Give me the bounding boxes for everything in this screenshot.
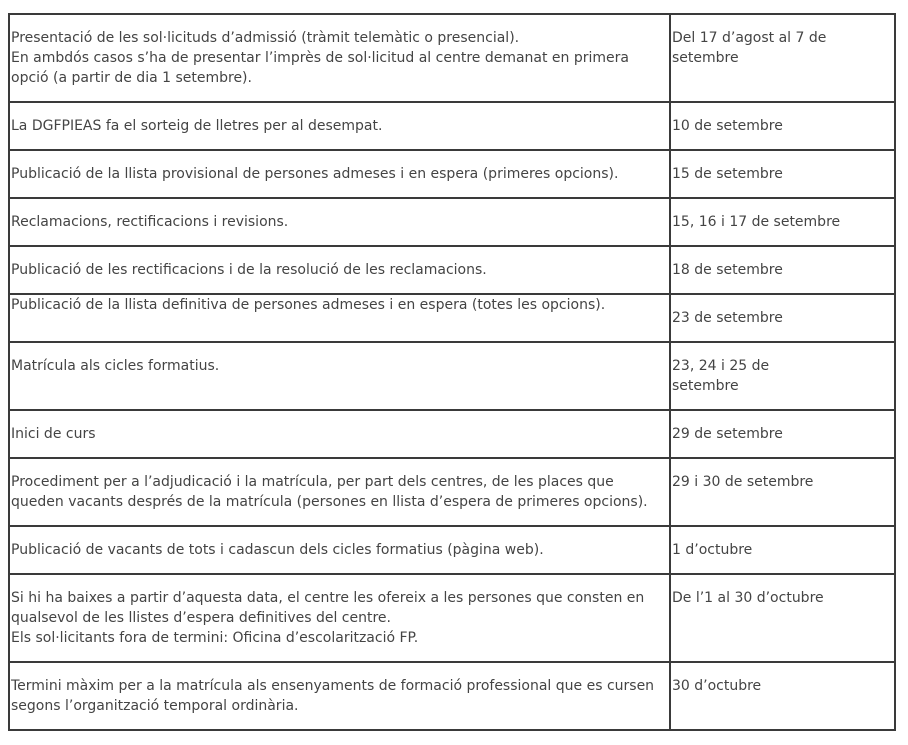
activity-line: Presentació de les sol·licituds d’admissió (tràmit telemàtic o presencial). — [11, 30, 520, 46]
activity-line: Publicació de vacants de tots i cadascun dels cicles formatius (pàgina web). — [11, 542, 544, 558]
date-cell — [670, 102, 895, 150]
activity-line: La DGFPIEAS fa el sorteig de lletres per al desempat. — [11, 118, 383, 134]
activity-line: Publicació de les rectificacions i de la resolució de les reclamacions. — [11, 262, 487, 278]
date-line: 29 i 30 de setembre — [672, 474, 814, 490]
activity-cell — [9, 574, 670, 662]
activity-line: Inici de curs — [11, 426, 96, 442]
activity-cell — [9, 14, 670, 102]
activity-line: Publicació de la llista provisional de persones admeses i en espera (primeres opcions). — [11, 166, 619, 182]
activity-cell — [9, 102, 670, 150]
activity-cell — [9, 294, 670, 342]
date-cell — [670, 198, 895, 246]
table-row — [9, 662, 895, 730]
activity-cell — [9, 246, 670, 294]
activity-cell — [9, 150, 670, 198]
activity-cell — [9, 526, 670, 574]
activity-line: Publicació de la llista definitiva de persones admeses i en espera (totes les opcions). — [11, 297, 606, 313]
activity-line: Els sol·licitants fora de termini: Oficina d’escolarització FP. — [11, 630, 419, 646]
activity-cell — [9, 410, 670, 458]
date-line: 18 de setembre — [672, 262, 783, 278]
activity-line: Procediment per a l’adjudicació i la matrícula, per part dels centres, de les places que — [11, 474, 614, 490]
table-row — [9, 246, 895, 294]
date-line: 29 de setembre — [672, 426, 783, 442]
calendar-table-body — [9, 14, 895, 730]
date-line: 1 d’octubre — [672, 542, 753, 558]
table-row — [9, 294, 895, 342]
date-cell — [670, 294, 895, 342]
activity-cell — [9, 662, 670, 730]
table-row — [9, 458, 895, 526]
date-line: 15, 16 i 17 de setembre — [672, 214, 841, 230]
admissions-calendar-table — [8, 13, 896, 731]
table-row — [9, 14, 895, 102]
date-cell — [670, 526, 895, 574]
table-row — [9, 574, 895, 662]
date-cell — [670, 574, 895, 662]
activity-line: queden vacants després de la matrícula (persones en llista d’espera de primeres opcions). — [11, 494, 648, 510]
activity-cell — [9, 198, 670, 246]
table-row — [9, 342, 895, 410]
table-row — [9, 410, 895, 458]
date-cell — [670, 14, 895, 102]
date-line: 23 de setembre — [672, 310, 783, 326]
date-cell — [670, 150, 895, 198]
date-line: 15 de setembre — [672, 166, 783, 182]
date-line: Del 17 d’agost al 7 de — [672, 30, 827, 46]
date-cell — [670, 410, 895, 458]
activity-line: opció (a partir de dia 1 setembre). — [11, 70, 252, 86]
date-line: 23, 24 i 25 de — [672, 358, 770, 374]
date-line: 30 d’octubre — [672, 678, 762, 694]
date-cell — [670, 662, 895, 730]
table-row — [9, 198, 895, 246]
date-line: setembre — [672, 378, 739, 394]
date-cell — [670, 246, 895, 294]
date-cell — [670, 458, 895, 526]
activity-cell — [9, 458, 670, 526]
table-row — [9, 102, 895, 150]
date-line: setembre — [672, 50, 739, 66]
activity-line: qualsevol de les llistes d’espera definitives del centre. — [11, 610, 391, 626]
date-line: De l’1 al 30 d’octubre — [672, 590, 824, 606]
date-cell — [670, 342, 895, 410]
activity-line: En ambdós casos s’ha de presentar l’imprès de sol·licitud al centre demanat en primera — [11, 50, 629, 66]
activity-line: segons l’organització temporal ordinària. — [11, 698, 299, 714]
activity-line: Termini màxim per a la matrícula als ensenyaments de formació professional que es cursen — [11, 678, 655, 694]
table-row — [9, 150, 895, 198]
activity-line: Matrícula als cicles formatius. — [11, 358, 220, 374]
date-line: 10 de setembre — [672, 118, 783, 134]
table-row — [9, 526, 895, 574]
activity-cell — [9, 342, 670, 410]
activity-line: Si hi ha baixes a partir d’aquesta data, el centre les ofereix a les persones que consten en — [11, 590, 645, 606]
activity-line: Reclamacions, rectificacions i revisions. — [11, 214, 289, 230]
